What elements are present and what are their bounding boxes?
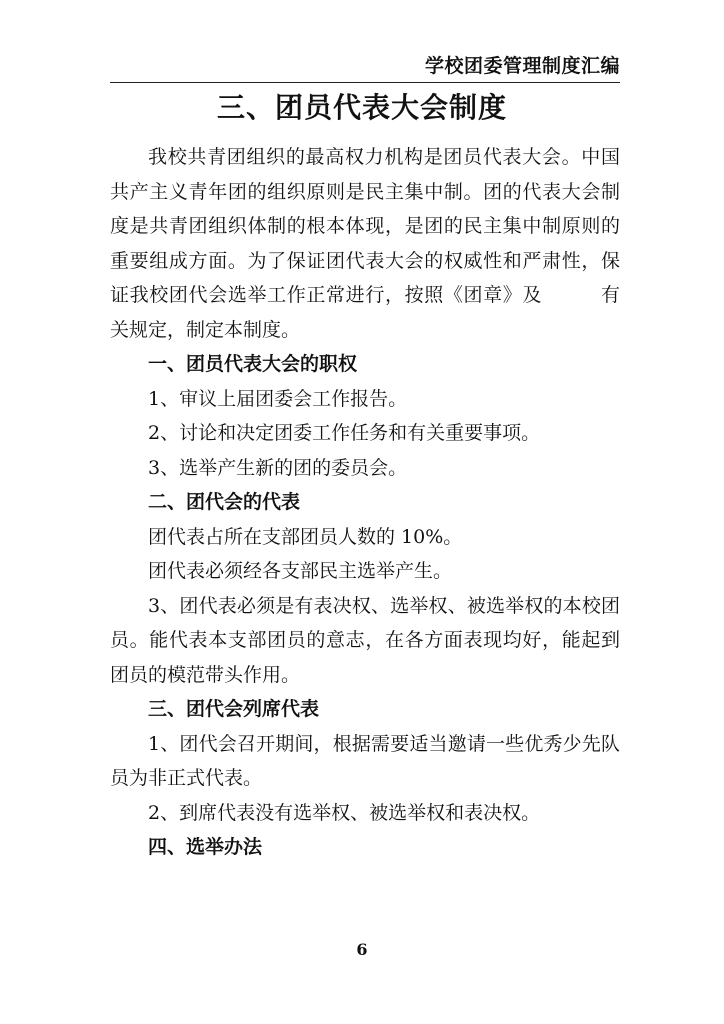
page-number: 6 xyxy=(356,940,368,959)
document-body xyxy=(110,140,620,865)
running-header: 学校团委管理制度汇编 xyxy=(110,52,620,83)
intro-paragraph: 我校共青团组织的最高权力机构是团员代表大会。中国共产主义青年团的组织原则是民主集中制。团的代表大会制度是共青团组织体制的根本体现，是团的民主集中制原则的重要组成方面。为了保证团代表大会的权威性和严肃性，保证我校团代会选举工作正常进行，按照《团章》及 有关规定，制定本制度。 xyxy=(110,146,620,341)
page-title: 三、团员代表大会制度 xyxy=(216,91,507,124)
section-heading-delegates: 二、团代会的代表 xyxy=(148,491,301,513)
list-item: 2、讨论和决定团委工作任务和有关重要事项。 xyxy=(148,422,541,444)
list-item: 1、审议上届团委会工作报告。 xyxy=(148,387,408,410)
list-item: 1、团代会召开期间，根据需要适当邀请一些优秀少先队员为非正式代表。 xyxy=(110,732,620,789)
section-heading-powers: 一、团员代表大会的职权 xyxy=(148,353,358,375)
list-item: 3、选举产生新的团的委员会。 xyxy=(148,456,408,479)
list-item: 团代表占所在支部团员人数的 10%。 xyxy=(148,525,463,548)
list-item: 3、团代表必须是有表决权、选举权、被选举权的本校团员。能代表本支部团员的意志，在各方面表现均好，能起到团员的模范带头作用。 xyxy=(110,594,620,686)
section-heading-election: 四、选举办法 xyxy=(148,836,263,858)
list-item: 2、到席代表没有选举权、被选举权和表决权。 xyxy=(148,801,541,824)
section-heading-observers: 三、团代会列席代表 xyxy=(148,698,320,720)
list-item: 团代表必须经各支部民主选举产生。 xyxy=(148,560,453,582)
